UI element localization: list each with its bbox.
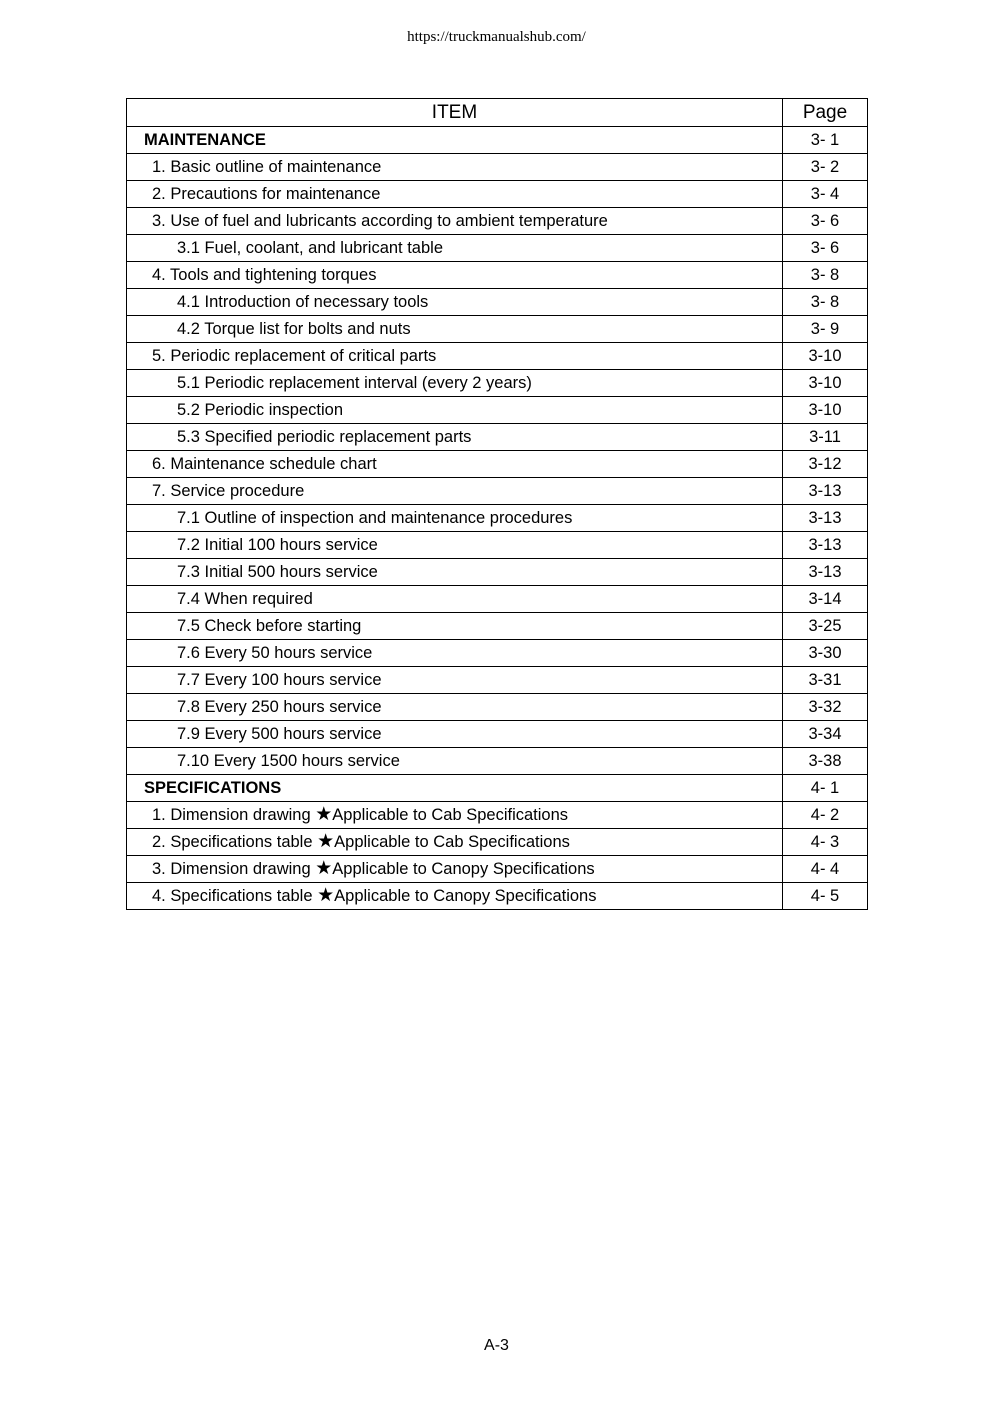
toc-entry-text: 7.9 Every 500 hours service	[177, 725, 382, 743]
toc-page-number: 3-10	[783, 397, 868, 424]
toc-page-number: 3-34	[783, 721, 868, 748]
toc-page-number: 4- 3	[783, 829, 868, 856]
toc-entry-note: Applicable to Canopy Specifications	[334, 887, 597, 905]
toc-row	[127, 586, 868, 613]
toc-entry-text: 7.4 When required	[177, 590, 313, 608]
toc-row	[127, 640, 868, 667]
toc-page-number: 4- 5	[783, 883, 868, 910]
toc-section-title	[127, 775, 783, 802]
toc-page-number: 3- 1	[783, 127, 868, 154]
toc-page-number: 3- 9	[783, 316, 868, 343]
toc-entry-note: Applicable to Canopy Specifications	[332, 860, 595, 878]
toc-row	[127, 748, 868, 775]
toc-page-number: 3-30	[783, 640, 868, 667]
toc-row	[127, 316, 868, 343]
toc-page-number: 3-32	[783, 694, 868, 721]
toc-row	[127, 343, 868, 370]
toc-row	[127, 235, 868, 262]
toc-section-title	[127, 127, 783, 154]
toc-entry-title	[127, 154, 783, 181]
toc-entry-title	[127, 802, 783, 829]
toc-page-number: 3-12	[783, 451, 868, 478]
toc-row	[127, 289, 868, 316]
toc-page-number: 3-13	[783, 559, 868, 586]
toc-entry-text: MAINTENANCE	[144, 131, 266, 149]
toc-row	[127, 154, 868, 181]
star-icon: ★	[317, 885, 335, 906]
toc-entry-title	[127, 559, 783, 586]
toc-row	[127, 721, 868, 748]
toc-row	[127, 856, 868, 883]
toc-page-number: 3-14	[783, 586, 868, 613]
toc-entry-title	[127, 856, 783, 883]
toc-row	[127, 424, 868, 451]
toc-entry-title	[127, 505, 783, 532]
item-column-header: ITEM	[127, 99, 783, 127]
toc-entry-text: 7.1 Outline of inspection and maintenance procedures	[177, 509, 573, 527]
toc-page-number: 3- 4	[783, 181, 868, 208]
toc-row	[127, 127, 868, 154]
toc-row	[127, 451, 868, 478]
toc-row	[127, 370, 868, 397]
toc-entry-text: 1. Dimension drawing	[152, 806, 316, 824]
toc-page-number: 3- 8	[783, 289, 868, 316]
toc-entry-text: 5.2 Periodic inspection	[177, 401, 344, 419]
toc-row	[127, 262, 868, 289]
toc-entry-text: 7.5 Check before starting	[177, 617, 362, 635]
toc-entry-text: 7.8 Every 250 hours service	[177, 698, 382, 716]
toc-row	[127, 775, 868, 802]
toc-row	[127, 883, 868, 910]
toc-page-number: 3- 8	[783, 262, 868, 289]
toc-entry-text: 2. Specifications table	[152, 833, 318, 851]
page-column-header: Page	[783, 99, 868, 127]
toc-entry-title	[127, 532, 783, 559]
toc-page-number: 4- 4	[783, 856, 868, 883]
toc-page-number: 3-13	[783, 505, 868, 532]
toc-entry-text: 7. Service procedure	[152, 482, 305, 500]
toc-entry-title	[127, 478, 783, 505]
toc-entry-text: 2. Precautions for maintenance	[152, 185, 381, 203]
toc-page-number: 3-11	[783, 424, 868, 451]
star-icon: ★	[315, 858, 333, 879]
toc-page-number: 3-25	[783, 613, 868, 640]
toc-row	[127, 532, 868, 559]
toc-page-number: 3- 2	[783, 154, 868, 181]
toc-page-number: 4- 1	[783, 775, 868, 802]
toc-entry-title	[127, 721, 783, 748]
toc-entry-title	[127, 289, 783, 316]
toc-entry-text: 3.1 Fuel, coolant, and lubricant table	[177, 239, 444, 257]
toc-entry-text: 5. Periodic replacement of critical parts	[152, 347, 437, 365]
toc-entry-title	[127, 397, 783, 424]
toc-entry-title	[127, 586, 783, 613]
toc-page-number: 3- 6	[783, 235, 868, 262]
toc-page-number: 3-38	[783, 748, 868, 775]
toc-entry-text: 7.7 Every 100 hours service	[177, 671, 382, 689]
toc-header-row	[127, 99, 868, 127]
toc-row	[127, 802, 868, 829]
toc-entry-title	[127, 424, 783, 451]
toc-row	[127, 397, 868, 424]
toc-page-number: 3-31	[783, 667, 868, 694]
star-icon: ★	[317, 831, 335, 852]
toc-entry-title	[127, 262, 783, 289]
toc-entry-title	[127, 316, 783, 343]
toc-row	[127, 505, 868, 532]
toc-row	[127, 694, 868, 721]
toc-table	[126, 98, 868, 910]
toc-entry-text: 6. Maintenance schedule chart	[152, 455, 377, 473]
toc-entry-text: 7.3 Initial 500 hours service	[177, 563, 378, 581]
toc-entry-title	[127, 667, 783, 694]
toc-entry-text: 7.10 Every 1500 hours service	[177, 752, 400, 770]
toc-entry-title	[127, 343, 783, 370]
page-number: A-3	[484, 1337, 509, 1354]
toc-entry-text: 3. Use of fuel and lubricants according to ambient temperature	[152, 212, 608, 230]
toc-row	[127, 829, 868, 856]
toc-entry-note: Applicable to Cab Specifications	[332, 806, 569, 824]
toc-entry-title	[127, 694, 783, 721]
toc-entry-text: 4. Specifications table	[152, 887, 318, 905]
toc-row	[127, 613, 868, 640]
toc-page-number: 3-13	[783, 478, 868, 505]
toc-entry-title	[127, 208, 783, 235]
toc-entry-note: Applicable to Cab Specifications	[334, 833, 570, 851]
toc-entry-title	[127, 370, 783, 397]
toc-entry-title	[127, 235, 783, 262]
toc-entry-text: 5.3 Specified periodic replacement parts	[177, 428, 472, 446]
toc-entry-text: 1. Basic outline of maintenance	[152, 158, 382, 176]
toc-entry-text: 4. Tools and tightening torques	[152, 266, 377, 284]
toc-page-number: 3-10	[783, 343, 868, 370]
toc-page-number: 3-10	[783, 370, 868, 397]
toc-row	[127, 667, 868, 694]
toc-page-number: 3-13	[783, 532, 868, 559]
toc-entry-text: 4.2 Torque list for bolts and nuts	[177, 320, 411, 338]
toc-page-number: 4- 2	[783, 802, 868, 829]
toc-entry-text: 3. Dimension drawing	[152, 860, 316, 878]
toc-row	[127, 208, 868, 235]
toc-entry-text: 4.1 Introduction of necessary tools	[177, 293, 429, 311]
toc-entry-title	[127, 451, 783, 478]
toc-body	[127, 127, 868, 910]
toc-entry-title	[127, 613, 783, 640]
toc-row	[127, 478, 868, 505]
header-url: https://truckmanualshub.com/	[407, 29, 586, 45]
toc-entry-title	[127, 829, 783, 856]
toc-entry-text: SPECIFICATIONS	[144, 779, 282, 797]
toc-page-number: 3- 6	[783, 208, 868, 235]
toc-entry-title	[127, 640, 783, 667]
toc-entry-text: 7.6 Every 50 hours service	[177, 644, 373, 662]
toc-row	[127, 559, 868, 586]
toc-entry-title	[127, 748, 783, 775]
toc-entry-title	[127, 883, 783, 910]
toc-row	[127, 181, 868, 208]
star-icon: ★	[315, 804, 333, 825]
toc-entry-text: 5.1 Periodic replacement interval (every 2 years)	[177, 374, 532, 392]
toc-entry-title	[127, 181, 783, 208]
toc-entry-text: 7.2 Initial 100 hours service	[177, 536, 378, 554]
